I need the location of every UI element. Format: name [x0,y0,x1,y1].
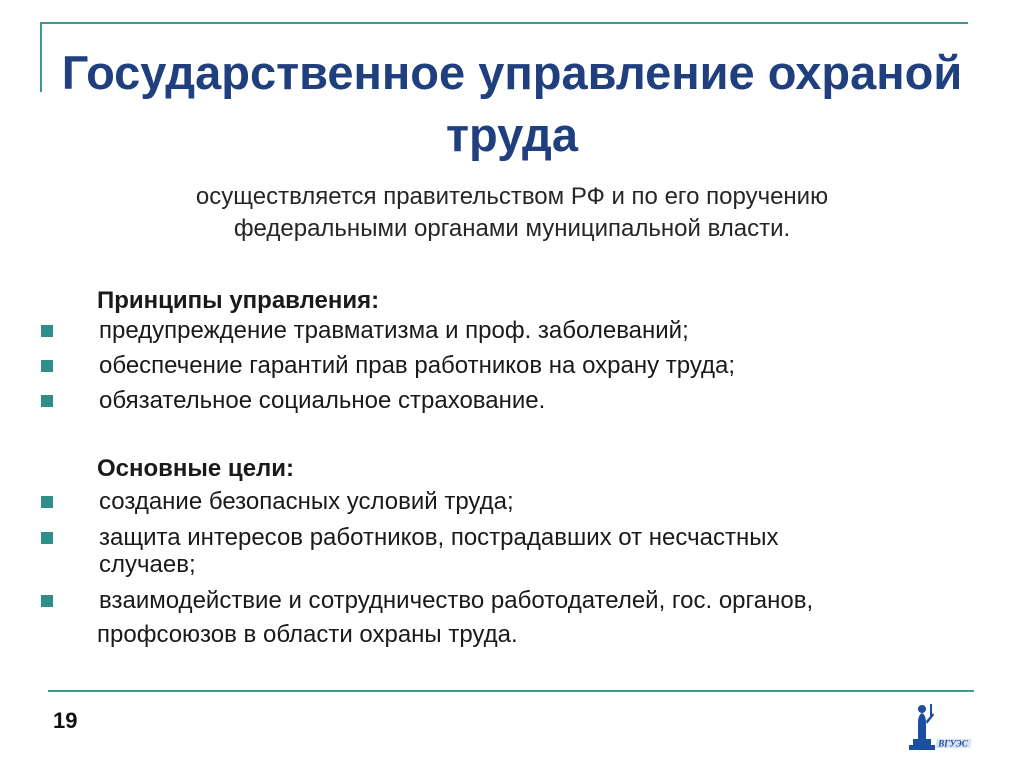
principles-heading: Принципы управления: [97,287,380,314]
principle-text: предупреждение травматизма и проф. заболеваний; [99,317,689,344]
goals-heading: Основные цели: [97,455,295,482]
subtitle-line-2: федеральными органами муниципальной власти. [233,215,791,242]
page-number: 19 [53,708,78,733]
square-bullet-icon [41,360,53,372]
university-emblem-icon [906,699,976,753]
slide-subtitle [90,181,934,245]
goal-text: взаимодействие и сотрудничество работодателей, гос. органов, [99,587,814,614]
goal-text: создание безопасных условий труда; [99,488,514,515]
square-bullet-icon [41,532,53,544]
bottom-frame-line [48,690,974,692]
principle-text: обеспечение гарантий прав работников на охрану труда; [99,352,736,379]
slide-title: Государственное управление охраной труда [61,46,963,161]
square-bullet-icon [41,595,53,607]
square-bullet-icon [41,325,53,337]
square-bullet-icon [41,496,53,508]
goal-text-continuation: профсоюзов в области охраны труда. [97,621,518,648]
goal-text: защита интересов работников, пострадавших от несчастных [99,524,779,551]
goal-text-continuation: случаев; [99,551,196,578]
principle-text: обязательное социальное страхование. [99,387,546,414]
square-bullet-icon [41,395,53,407]
subtitle-line-1: осуществляется правительством РФ и по его поручению [195,183,829,210]
logo-text: ВГУЭС [938,738,968,749]
top-frame-line [40,22,968,24]
